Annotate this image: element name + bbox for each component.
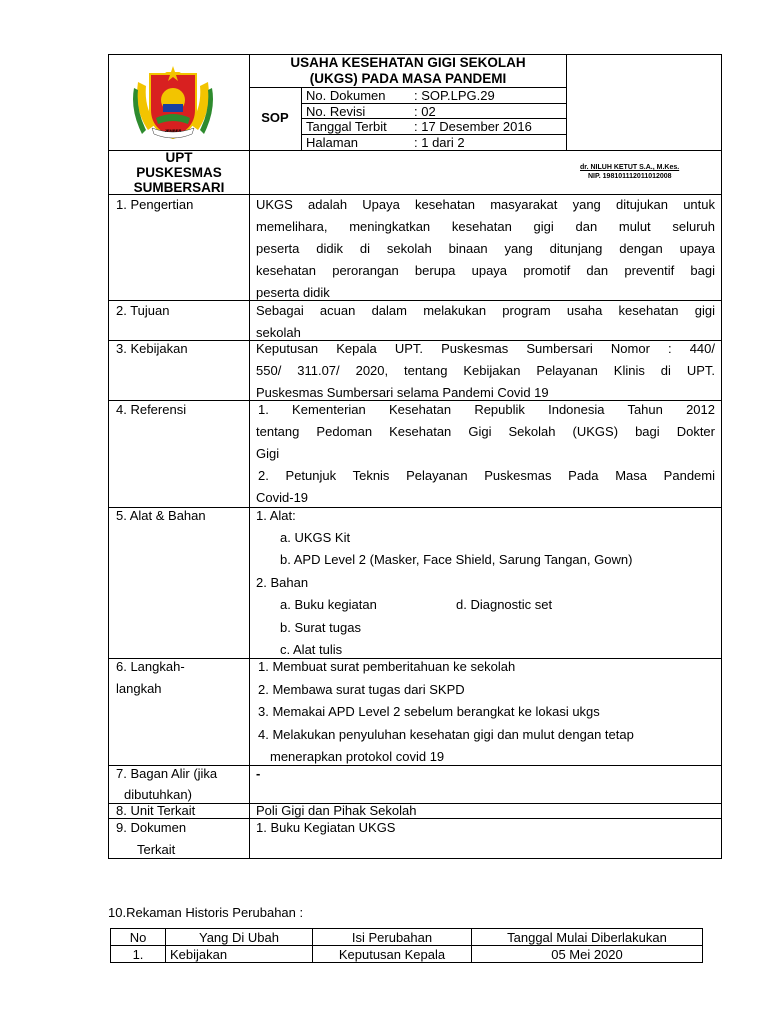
label-langkah-1: 6. Langkah-	[116, 659, 185, 674]
langkah-step-4-cont: menerapkan protokol covid 19	[270, 749, 445, 764]
langkah-step-2: 2. Membawa surat tugas dari SKPD	[258, 682, 465, 697]
content-pengertian	[256, 194, 715, 304]
text-line: Covid-19	[256, 490, 309, 505]
dokumen-value: 1. Buku Kegiatan UKGS	[256, 820, 396, 835]
label-pengertian: 1. Pengertian	[116, 197, 194, 212]
label-tujuan: 2. Tujuan	[116, 303, 170, 318]
signer-nip: NIP. 198101112011012008	[588, 173, 672, 180]
meta-value-page: : 1 dari 2	[414, 135, 465, 150]
header-cell: No	[111, 929, 166, 946]
text-line: peserta didik di sekolah binaan yang ditunjang dengan upaya	[256, 241, 715, 256]
label-bagan-2: dibutuhkan)	[124, 787, 192, 802]
text-line: Keputusan Kepala UPT. Puskesmas Sumbersari Nomor : 440/	[256, 341, 715, 356]
title-line-2: (UKGS) PADA MASA PANDEMI	[309, 71, 507, 86]
meta-label-date: Tanggal Terbit	[306, 119, 387, 134]
bahan-item-b: b. Surat tugas	[280, 620, 361, 635]
text-line: Sebagai acuan dalam melakukan program usaha kesehatan gigi	[256, 303, 715, 318]
label-dokumen-2: Terkait	[137, 842, 176, 857]
bahan-item-a: a. Buku kegiatan	[280, 597, 377, 612]
alat-heading: 1. Alat:	[256, 508, 296, 523]
bahan-item-d: d. Diagnostic set	[456, 597, 553, 612]
alat-item-a: a. UKGS Kit	[280, 530, 351, 545]
bahan-heading: 2. Bahan	[256, 575, 309, 590]
content-referensi	[256, 399, 715, 509]
meta-label-rev: No. Revisi	[306, 104, 366, 119]
text-line: memelihara, meningkatkan kesehatan gigi dan mulut seluruh	[256, 219, 715, 234]
org-line-1: UPT	[165, 150, 193, 165]
bahan-item-c: c. Alat tulis	[280, 642, 343, 657]
logo-ribbon-text: JEMBER	[164, 128, 182, 133]
history-table	[110, 928, 703, 963]
organization-name	[109, 150, 249, 195]
text-line: Puskesmas Sumbersari selama Pandemi Covid 19	[256, 385, 549, 400]
table-cell: 1.	[111, 946, 166, 963]
label-alat-bahan: 5. Alat & Bahan	[116, 508, 206, 523]
org-line-2: PUSKESMAS	[136, 165, 222, 180]
meta-label-page: Halaman	[306, 135, 359, 150]
meta-value-doc: : SOP.LPG.29	[414, 88, 495, 103]
table-cell: 05 Mei 2020	[472, 946, 703, 963]
text-line: peserta didik	[256, 285, 330, 300]
langkah-step-1: 1. Membuat surat pemberitahuan ke sekolah	[258, 659, 516, 674]
label-bagan-1: 7. Bagan Alir (jika	[116, 766, 218, 781]
table-header-row	[111, 929, 703, 946]
table-row	[111, 946, 703, 963]
label-unit: 8. Unit Terkait	[116, 803, 196, 818]
text-line: sekolah	[256, 325, 301, 340]
label-kebijakan: 3. Kebijakan	[116, 341, 188, 356]
jember-logo	[130, 60, 216, 144]
langkah-step-4: 4. Melakukan penyuluhan kesehatan gigi dan mulut dengan tetap	[258, 727, 634, 742]
alat-item-b: b. APD Level 2 (Masker, Face Shield, Sarung Tangan, Gown)	[280, 552, 633, 567]
text-line: UKGS adalah Upaya kesehatan masyarakat yang ditujukan untuk	[256, 197, 715, 212]
text-line: 1. Kementerian Kesehatan Republik Indonesia Tahun 2012	[258, 402, 715, 417]
org-line-3: SUMBERSARI	[133, 180, 225, 195]
table-cell: Keputusan Kepala	[313, 946, 472, 963]
langkah-step-3: 3. Memakai APD Level 2 sebelum berangkat ke lokasi ukgs	[258, 704, 600, 719]
history-title: 10.Rekaman Historis Perubahan :	[108, 905, 304, 920]
meta-value-date: : 17 Desember 2016	[414, 119, 532, 134]
document-title	[250, 55, 566, 87]
label-referensi: 4. Referensi	[116, 402, 187, 417]
text-line: Gigi	[256, 446, 280, 461]
text-line: 2. Petunjuk Teknis Pelayanan Puskesmas Pada Masa Pandemi	[258, 468, 715, 483]
text-line: 550/ 311.07/ 2020, tentang Kebijakan Pelayanan Klinis di UPT.	[256, 363, 715, 378]
signer-name: dr. NILUH KETUT S.A., M.Kes.	[580, 164, 680, 171]
header-cell: Yang Di Ubah	[166, 929, 313, 946]
label-dokumen-1: 9. Dokumen	[116, 820, 187, 835]
header-cell: Isi Perubahan	[313, 929, 472, 946]
unit-value: Poli Gigi dan Pihak Sekolah	[256, 803, 417, 818]
content-kebijakan	[256, 338, 715, 404]
header-cell: Tanggal Mulai Diberlakukan	[472, 929, 703, 946]
label-langkah-2: langkah	[116, 681, 162, 696]
text-line: tentang Pedoman Kesehatan Gigi Sekolah (UKGS) bagi Dokter	[256, 424, 715, 439]
sop-label: SOP	[261, 110, 289, 125]
text-line: kesehatan perorangan berupa upaya promotif dan preventif bagi	[256, 263, 715, 278]
meta-label-doc: No. Dokumen	[306, 88, 386, 103]
title-line-1: USAHA KESEHATAN GIGI SEKOLAH	[290, 55, 526, 70]
table-cell: Kebijakan	[166, 946, 313, 963]
meta-value-rev: : 02	[414, 104, 436, 119]
bagan-value: -	[256, 766, 261, 781]
